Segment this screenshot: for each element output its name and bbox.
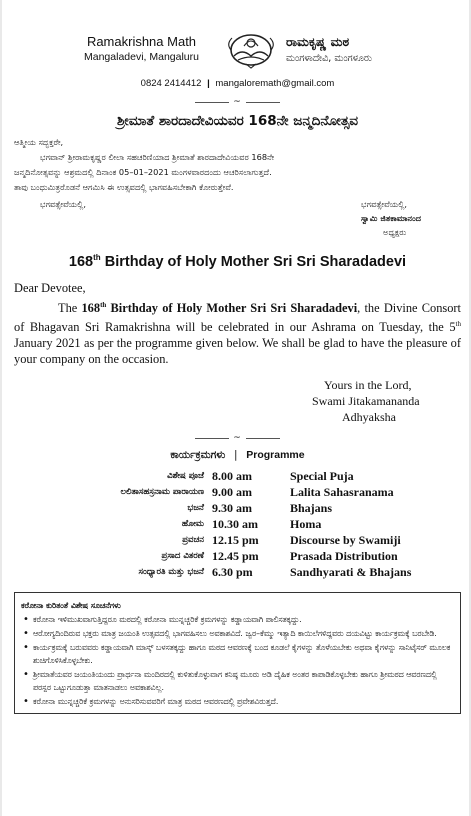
title-number: 168 <box>68 253 94 270</box>
event-name: Prasada Distribution <box>290 548 398 563</box>
location-english: Mangaladevi, Mangaluru <box>84 51 199 63</box>
list-item: • ಶ್ರೀಮಾತೆಯವರ ಜಯಂತಿಯಂದು ಪ್ರಾರ್ಥನಾ ಮಂದಿರದಲ್ಲಿ ಕುಳಿತುಕೊಳ್ಳುವಾಗ ಕನಿಷ್ಠ ಮೂರು ಅಡಿ ದೈಹಿಕ ಅಂತರ ಕಾಪಾಡಿಕೊಳ್ಳಬೇಕು ಹಾಗೂ ಶ್ರೀಮಠದ ಆವರಣದಲ್ಲಿ ಪರಸ್ಪರ ಒಟ್ಟುಗೂಡುತ್ತಾ ಮಾತನಾಡಲು ಅವಕಾಶವಿಲ್ಲ. <box>21 668 452 694</box>
kannada-signature <box>14 197 461 239</box>
email-address: mangaloremath@gmail.com <box>215 78 335 89</box>
kannada-body-line: ತಾವು ಬಂಧುಮಿತ್ರರೊಡನೆ ಆಗಮಿಸಿ ಈ ಉತ್ಸವದಲ್ಲಿ ಭಾಗವಹಿಸಬೇಕಾಗಿ ಕೋರುತ್ತೇವೆ. <box>14 182 234 192</box>
letterhead <box>14 0 461 72</box>
kannada-body-line: ಭಗವಾನ್ ಶ್ರೀರಾಮಕೃಷ್ಣರ ಲೀಲಾ ಸಹಚರಿಣಿಯಾದ ಶ್ರೀಮಾತೆ ಶಾರದಾದೇವಿಯವರ 168ನೇ <box>40 152 275 162</box>
english-title <box>14 253 461 270</box>
event-name: Lalita Sahasranama <box>290 484 394 499</box>
table-row <box>42 468 411 484</box>
event-name: Discourse by Swamiji <box>290 532 401 547</box>
english-body-paragraph: The 168th Birthday of Holy Mother Sri Sri Sharadadevi, the Divine Consort of Bhagavan Sri Ramakrishna will be celebrated in our Ashrama on Tuesday, the 5th January 2021 as per the programme given below. We shall be glad to have the pleasure of your company on the occasion. <box>14 300 461 367</box>
divider-glyph: ~ <box>233 97 242 107</box>
kannada-salutation: ಆತ್ಮೀಯ ಸದ್ಭಕ್ತರೇ, <box>14 137 64 147</box>
kannada-sign-line: ಭಗವತ್ಸೇವೆಯಲ್ಲಿ, <box>361 199 408 209</box>
event-kannada: ಪ್ರಸಾದ ವಿತರಣೆ <box>161 551 204 562</box>
invitation-page <box>2 0 469 816</box>
phone-number: 0824 2414412 <box>140 78 202 89</box>
programme-heading-english: Programme <box>246 449 305 462</box>
event-kannada: ಪ್ರವಚನ <box>182 535 204 546</box>
event-kannada: ವಿಶೇಷ ಪೂಜೆ <box>167 471 204 482</box>
kannada-letter <box>14 135 461 195</box>
kannada-title: ಶ್ರೀಮಾತೆ ಶಾರದಾದೇವಿಯವರ 168ನೇ ಜನ್ಮದಿನೋತ್ಸವ <box>116 113 359 129</box>
event-name: Sandhyarati & Bhajans <box>290 564 412 579</box>
english-sign-line: Yours in the Lord, <box>324 378 412 393</box>
event-kannada: ಹೋಮ <box>181 519 204 530</box>
list-item: • ಆರೋಗ್ಯದಿಂದಿರುವ ಭಕ್ತರು ಮಾತ್ರ ಜಯಂತಿ ಉತ್ಸವದಲ್ಲಿ ಭಾಗವಹಿಸಲು ಅವಕಾಶವಿದೆ. ಜ್ವರ–ಕೆಮ್ಮು ಇತ್ಯಾದಿ ಕಾಯಿಲೆಗಳಿದ್ದವರು ದಯವಿಟ್ಟು ಕಾರ್ಯಕ್ರಮಕ್ಕೆ ಬರಬೇಡಿ. <box>21 627 452 640</box>
kannada-sign-right <box>361 197 461 239</box>
header-english <box>84 34 199 63</box>
event-kannada: ಲಲಿತಾಸಹಸ್ರನಾಮ ಪಾರಾಯಣ <box>120 487 204 498</box>
table-row <box>42 516 411 532</box>
table-row <box>42 532 411 548</box>
list-item: • ಕರೋನಾ ಮುನ್ನಚ್ಚರಿಕೆ ಕ್ರಮಗಳನ್ನು ಅನುಸರಿಸುವವರಿಗೆ ಮಾತ್ರ ಮಠದ ಆವರಣದಲ್ಲಿ ಪ್ರವೇಶವಿರುತ್ತದೆ. <box>21 695 452 708</box>
programme-table <box>42 468 411 580</box>
event-time: 6.30 pm <box>212 564 253 579</box>
event-name: Homa <box>290 516 322 531</box>
event-time: 9.30 am <box>212 500 252 515</box>
ornament-divider <box>14 95 461 109</box>
list-item: • ಕರೋನಾ ಇಳಿಮುಖವಾಗುತ್ತಿದ್ದರೂ ಮಠದಲ್ಲಿ ಕರೋನಾ ಮುನ್ನಚ್ಚರಿಕೆ ಕ್ರಮಗಳನ್ನು ಕಡ್ಡಾಯವಾಗಿ ಪಾಲಿಸತಕ್ಕದ್ದು. <box>21 613 452 626</box>
title-ordinal: th <box>93 253 101 262</box>
table-row <box>42 564 411 580</box>
kannada-signatory-title: ಅಧ್ಯಕ್ಷರು <box>383 227 407 237</box>
kannada-signatory-name: ಸ್ವಾಮಿ ಜಿತಕಾಮಾನಂದ <box>361 213 421 223</box>
notes-list <box>21 613 452 708</box>
english-signatory-name: Swami Jitakamananda <box>312 394 420 409</box>
programme-heading <box>14 449 461 462</box>
event-kannada: ಭಜನೆ <box>187 503 204 514</box>
event-time: 10.30 am <box>212 516 258 531</box>
contact-line <box>14 78 461 89</box>
header-kannada <box>286 34 372 64</box>
divider-glyph: ~ <box>233 433 242 444</box>
english-signatory-title: Adhyaksha <box>342 410 396 425</box>
table-row <box>42 500 411 516</box>
english-salutation: Dear Devotee, <box>14 280 86 295</box>
contact-separator: | <box>207 78 210 89</box>
notes-heading: ಕರೋನಾ ಕುರಿತಂತೆ ವಿಶೇಷ ಸೂಚನೆಗಳು <box>21 601 121 611</box>
programme-heading-separator: | <box>234 449 238 462</box>
programme-heading-kannada: ಕಾರ್ಯಕ್ರಮಗಳು <box>170 449 226 462</box>
english-signature <box>312 377 461 425</box>
event-time: 12.15 pm <box>212 532 259 547</box>
ramakrishna-emblem-icon <box>222 26 280 70</box>
list-item: • ಕಾರ್ಯಕ್ರಮಕ್ಕೆ ಬರುವವರು ಕಡ್ಡಾಯವಾಗಿ ಮಾಸ್ಕ್ ಬಳಸತಕ್ಕದ್ದು ಹಾಗೂ ಮಠದ ಆವರಣಕ್ಕೆ ಬಂದ ಕೂಡಲೆ ಕೈಗಳನ್ನು ತೊಳೆಯಬೇಕು ಅಥವಾ ಕೈಗಳನ್ನು ಸಾನಿಟೈಸರ್ ಮೂಲಕ ಶುಚಿಗೊಳಿಸಿಕೊಳ್ಳಬೇಕು. <box>21 641 452 667</box>
event-name: Bhajans <box>290 500 333 515</box>
math-name-kannada: ರಾಮಕೃಷ್ಣ ಮಠ <box>286 34 350 49</box>
table-row <box>42 548 411 564</box>
ornament-divider <box>14 431 461 445</box>
math-name-english: Ramakrishna Math <box>86 34 197 49</box>
event-time: 8.00 am <box>212 468 252 483</box>
location-kannada: ಮಂಗಳಾದೇವಿ, ಮಂಗಳೂರು <box>286 53 372 64</box>
event-time: 12.45 pm <box>212 548 259 563</box>
english-letter <box>14 280 461 367</box>
table-row <box>42 484 411 500</box>
covid-notes-box <box>14 592 461 714</box>
event-time: 9.00 am <box>212 484 252 499</box>
kannada-body-line: ಜನ್ಮದಿನೋತ್ಸವನ್ನು ಆಶ್ರಮದಲ್ಲಿ ದಿನಾಂಕ 05–01–2021 ಮಂಗಳವಾರದಂದು ಆಚರಿಸಲಾಗುತ್ತದೆ. <box>14 167 272 177</box>
title-text: Birthday of Holy Mother Sri Sri Sharadadevi <box>100 253 407 270</box>
kannada-sign-left: ಭಗವತ್ಸೇವೆಯಲ್ಲಿ, <box>40 199 86 209</box>
event-name: Special Puja <box>290 468 354 483</box>
event-kannada: ಸಂಧ್ಯಾರತಿ ಮತ್ತು ಭಜನೆ <box>138 567 204 578</box>
